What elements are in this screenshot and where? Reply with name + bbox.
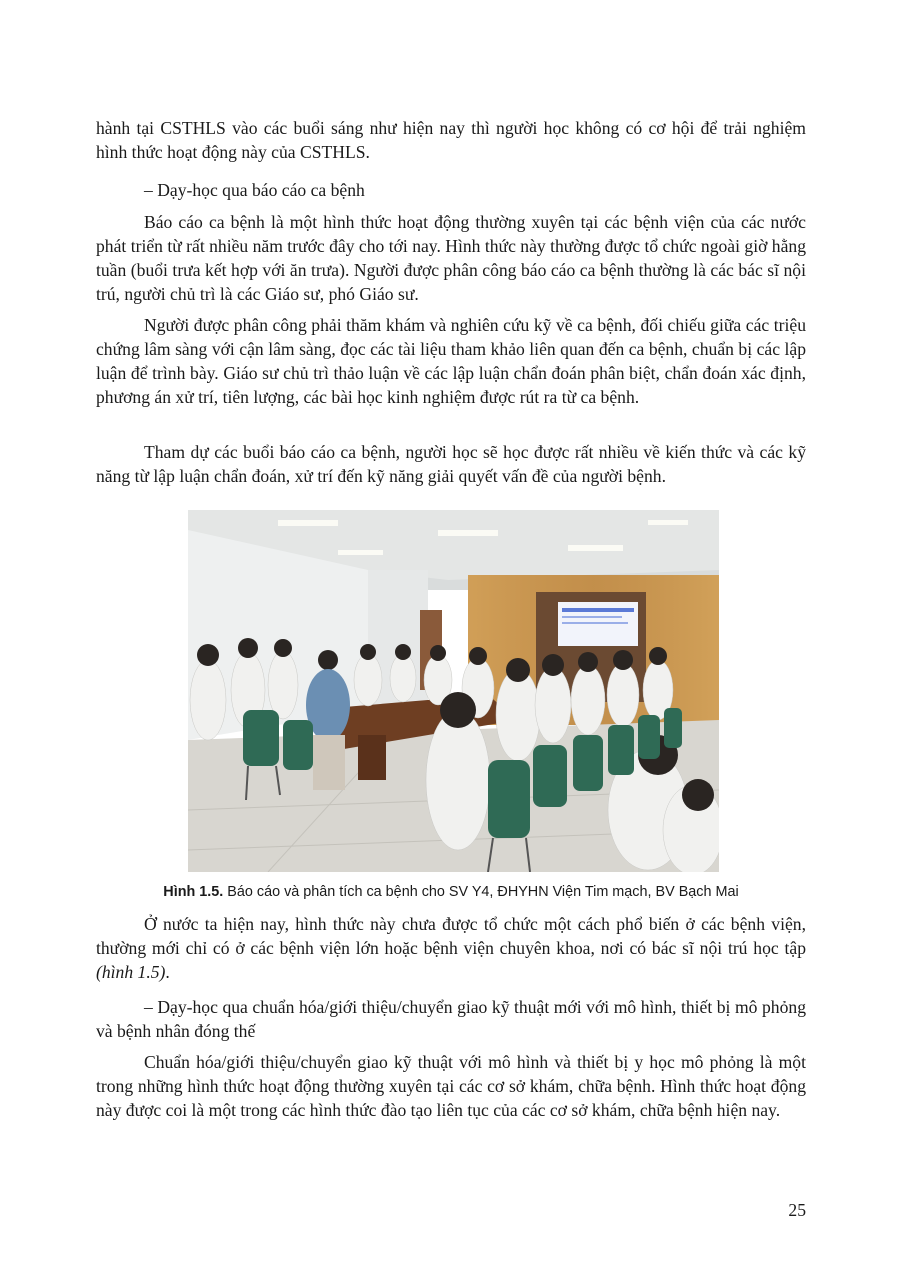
bullet-case-report: – Dạy-học qua báo cáo ca bệnh xyxy=(144,180,365,200)
figure-case-report-photo xyxy=(188,510,719,872)
figure-label: Hình 1.5. xyxy=(163,884,224,900)
paragraph-2: Báo cáo ca bệnh là một hình thức hoạt động thường xuyên tại các bệnh viện của các nước phát triển từ rất nhiều năm trước đây cho tới nay. Hình thức này thường được tổ chức ngoài giờ hằng tuần (buổi trưa kết hợp với ăn trưa). Người được phân công báo cáo ca bệnh thường là các bác sĩ nội trú, người chủ trì là các Giáo sư, phó Giáo sư. xyxy=(96,212,806,304)
page-number: 25 xyxy=(788,1200,806,1220)
paragraph-1: hành tại CSTHLS vào các buổi sáng như hiện nay thì người học không có cơ hội để trải nghiệm hình thức hoạt động này của CSTHLS. xyxy=(96,118,806,162)
paragraph-5-text: Ở nước ta hiện nay, hình thức này chưa được tổ chức một cách phổ biến ở các bệnh viện, thường mới chỉ có ở các bệnh viện lớn hoặc bệnh viện chuyên khoa, nơi có bác sĩ nội trú học tập xyxy=(96,914,806,958)
paragraph-6: Chuẩn hóa/giới thiệu/chuyển giao kỹ thuật với mô hình và thiết bị y học mô phỏng là một trong những hình thức hoạt động thường xuyên tại các cơ sở khám, chữa bệnh. Hình thức hoạt động này được coi là một trong các hình thức đào tạo liên tục của các cơ sở khám, chữa bệnh hiện nay. xyxy=(96,1052,806,1120)
figure-reference: (hình 1.5) xyxy=(96,962,166,982)
paragraph-5 xyxy=(96,912,806,984)
figure-caption xyxy=(96,882,806,902)
paragraph-5-end: . xyxy=(165,962,170,982)
bullet-technique-transfer: – Dạy-học qua chuẩn hóa/giới thiệu/chuyển giao kỹ thuật mới với mô hình, thiết bị mô phỏng và bệnh nhân đóng thế xyxy=(96,997,806,1041)
classroom-photo xyxy=(188,510,719,872)
paragraph-4: Tham dự các buổi báo cáo ca bệnh, người học sẽ học được rất nhiều về kiến thức và các kỹ năng từ lập luận chẩn đoán, xử trí đến kỹ năng giải quyết vấn đề của người bệnh. xyxy=(96,442,806,486)
paragraph-3: Người được phân công phải thăm khám và nghiên cứu kỹ về ca bệnh, đối chiếu giữa các triệu chứng lâm sàng với cận lâm sàng, đọc các tài liệu tham khảo liên quan đến ca bệnh, chuẩn bị các lập luận để trình bày. Giáo sư chủ trì thảo luận về các lập luận chẩn đoán phân biệt, chẩn đoán xác định, phương án xử trí, tiên lượng, các bài học kinh nghiệm được rút ra từ ca bệnh. xyxy=(96,315,806,407)
figure-caption-text: Báo cáo và phân tích ca bệnh cho SV Y4, ĐHYHN Viện Tim mạch, BV Bạch Mai xyxy=(223,884,739,900)
